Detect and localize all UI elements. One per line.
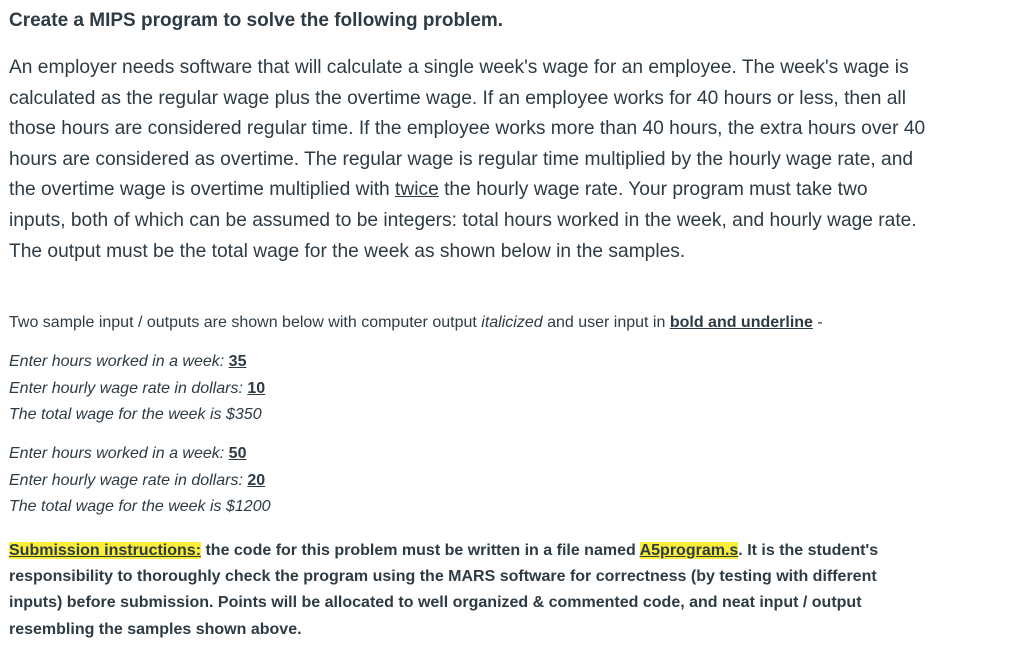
submission-filename: A5program.s xyxy=(639,542,739,559)
problem-text-part2: the hourly wage rate. Your program must take two inputs, both of which can be assumed to be integers: total hours worked in the week, and hourly wage rate. The output must be the total wage for the week as shown below in the samples. xyxy=(9,179,917,262)
sample-hours-input: 50 xyxy=(228,445,247,462)
sample-rate-input: 20 xyxy=(247,471,266,489)
submission-instructions xyxy=(9,538,929,643)
sample-io-2 xyxy=(9,441,271,521)
sample-rate-line xyxy=(9,376,265,403)
sample-total-line: The total wage for the week is $1200 xyxy=(9,498,271,515)
page-title: Create a MIPS program to solve the following problem. xyxy=(9,10,504,31)
sample-rate-line xyxy=(9,468,271,495)
samples-intro xyxy=(9,313,823,333)
submission-text-part2: . It is the student's responsibility to thoroughly check the program using the MARS software for correctness (by testing with different inputs) before submission. Points will be allocated to well organized & commented code, and neat input / output resembling the samples shown above. xyxy=(9,542,879,638)
sample-hours-line xyxy=(9,349,265,376)
intro-text-part1: Two sample input / outputs are shown below with computer output xyxy=(9,314,482,331)
submission-text-part1: the code for this problem must be written in a file named xyxy=(201,542,640,559)
submission-label: Submission instructions: xyxy=(9,542,202,559)
intro-bold-text: bold and underline xyxy=(669,314,813,331)
sample-rate-prompt: Enter hourly wage rate in dollars: xyxy=(9,471,248,489)
problem-text-part1: An employer needs software that will calculate a single week's wage for an employee. The week's wage is calculated as the regular wage plus the overtime wage. If an employee works for 40 hours or less, then all those hours are considered regular time. If the employee works more than 40 hours, the extra hours over 40 hours are considered as overtime. The regular wage is regular time multiplied by the hourly wage rate, and the overtime wage is overtime multiplied with xyxy=(9,57,926,201)
sample-io-1 xyxy=(9,349,265,429)
sample-hours-prompt: Enter hours worked in a week: xyxy=(9,353,229,370)
sample-hours-prompt: Enter hours worked in a week: xyxy=(9,445,229,462)
sample-total-line: The total wage for the week is $350 xyxy=(9,406,262,423)
problem-statement xyxy=(9,53,929,267)
intro-text-part2: and user input in xyxy=(542,314,670,331)
sample-hours-input: 35 xyxy=(228,353,247,370)
sample-rate-input: 10 xyxy=(247,379,266,397)
intro-italic-text: italicized xyxy=(481,314,543,331)
sample-rate-prompt: Enter hourly wage rate in dollars: xyxy=(9,379,248,397)
intro-text-part3: - xyxy=(812,314,823,331)
problem-emphasis: twice xyxy=(395,179,439,201)
sample-hours-line xyxy=(9,441,271,468)
